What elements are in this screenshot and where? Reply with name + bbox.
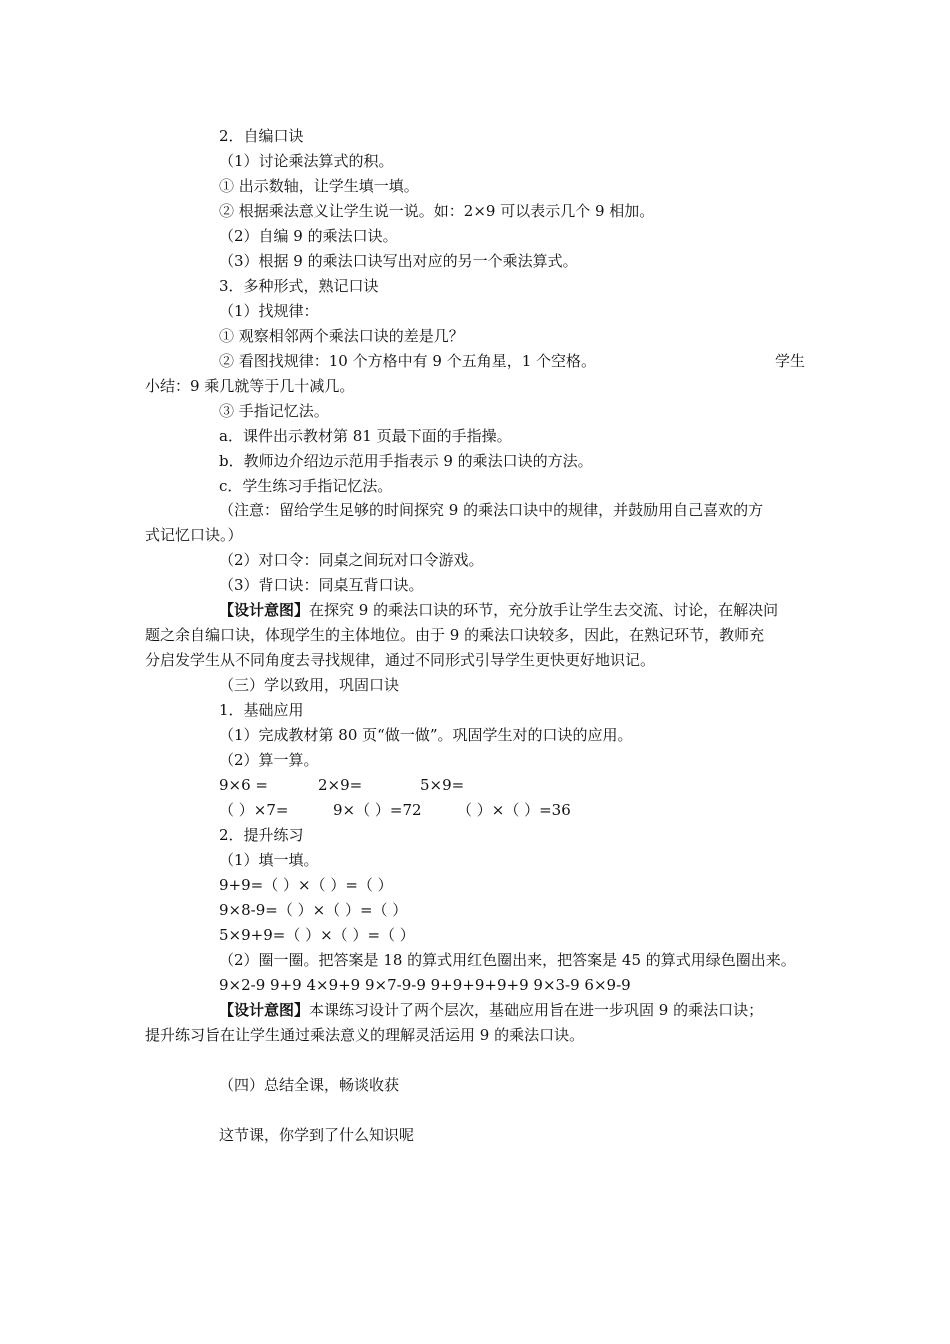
- exercise: 5×9+9=（ ）×（ ）=（ ）: [219, 926, 415, 944]
- exercise: （ ）×（ ）=36: [457, 801, 571, 819]
- exercise: 2×9=: [318, 776, 363, 794]
- paragraph: （1）讨论乘法算式的积。: [219, 152, 394, 170]
- paragraph: （2）对口令：同桌之间玩对口令游戏。: [219, 551, 484, 569]
- paragraph: 小结：9 乘几就等于几十减几。: [145, 377, 355, 395]
- paragraph: （2）圈一圈。把答案是 18 的算式用红色圈出来，把答案是 45 的算式用绿色圈出来。: [219, 951, 796, 969]
- paragraph: 这节课，你学到了什么知识呢: [219, 1126, 415, 1144]
- heading-self-compose: 2．自编口诀: [219, 127, 304, 145]
- design-intent-label: 【设计意图】: [219, 1001, 310, 1019]
- paragraph: （3）根据 9 的乘法口诀写出对应的另一个乘法算式。: [219, 252, 578, 270]
- paragraph: （2）自编 9 的乘法口诀。: [219, 227, 398, 245]
- paragraph: a．课件出示教材第 81 页最下面的手指操。: [219, 427, 512, 445]
- exercise: 9×2-9 9+9 4×9+9 9×7-9-9 9+9+9+9+9 9×3-9 6×9-9: [219, 976, 631, 994]
- section-heading: （三）学以致用，巩固口诀: [219, 676, 400, 694]
- heading-basic: 1．基础应用: [219, 701, 304, 719]
- design-intent: 分启发学生从不同角度去寻找规律，通过不同形式引导学生更快更好地识记。: [145, 651, 656, 669]
- design-intent-label: 【设计意图】: [219, 601, 310, 619]
- paragraph: ② 根据乘法意义让学生说一说。如：2×9 可以表示几个 9 相加。: [219, 202, 655, 220]
- paragraph: ① 出示数轴，让学生填一填。: [219, 177, 419, 195]
- note: 式记忆口诀。）: [145, 526, 243, 544]
- heading-advanced: 2．提升练习: [219, 826, 304, 844]
- paragraph: b．教师边介绍边示范用手指表示 9 的乘法口诀的方法。: [219, 452, 593, 470]
- paragraph: （1）填一填。: [219, 851, 319, 869]
- paragraph: c．学生练习手指记忆法。: [219, 477, 393, 495]
- exercise: 9+9=（ ）×（ ）=（ ）: [219, 876, 393, 894]
- paragraph: （1）找规律：: [219, 302, 319, 320]
- paragraph: ② 看图找规律：10 个方格中有 9 个五角星，1 个空格。: [219, 352, 597, 370]
- exercise: （ ）×7=: [219, 801, 289, 819]
- design-intent: 【设计意图】本课练习设计了两个层次，基础应用旨在进一步巩固 9 的乘法口诀；: [219, 1001, 764, 1019]
- design-intent: 【设计意图】在探究 9 的乘法口诀的环节，充分放手让学生去交流、讨论，在解决问: [219, 601, 779, 619]
- exercise: 9×（ ）=72: [333, 801, 422, 819]
- paragraph: 学生: [775, 352, 806, 370]
- paragraph: ① 观察相邻两个乘法口诀的差是几？: [219, 327, 464, 345]
- exercise: 9×6 =: [219, 776, 268, 794]
- design-intent: 提升练习旨在让学生通过乘法意义的理解灵活运用 9 的乘法口诀。: [145, 1026, 585, 1044]
- note: （注意：留给学生足够的时间探究 9 的乘法口诀中的规律，并鼓励用自己喜欢的方: [219, 501, 764, 519]
- paragraph: （2）算一算。: [219, 751, 319, 769]
- exercise: 5×9=: [420, 776, 465, 794]
- heading-memorize: 3．多种形式，熟记口诀: [219, 277, 379, 295]
- paragraph: （3）背口诀：同桌互背口诀。: [219, 576, 424, 594]
- section-heading: （四）总结全课，畅谈收获: [219, 1076, 400, 1094]
- paragraph: （1）完成教材第 80 页“做一做”。巩固学生对的口诀的应用。: [219, 726, 633, 744]
- exercise: 9×8-9=（ ）×（ ）=（ ）: [219, 901, 408, 919]
- design-intent: 题之余自编口诀，体现学生的主体地位。由于 9 的乘法口诀较多，因此，在熟记环节，教师充: [145, 626, 765, 644]
- paragraph: ③ 手指记忆法。: [219, 402, 329, 420]
